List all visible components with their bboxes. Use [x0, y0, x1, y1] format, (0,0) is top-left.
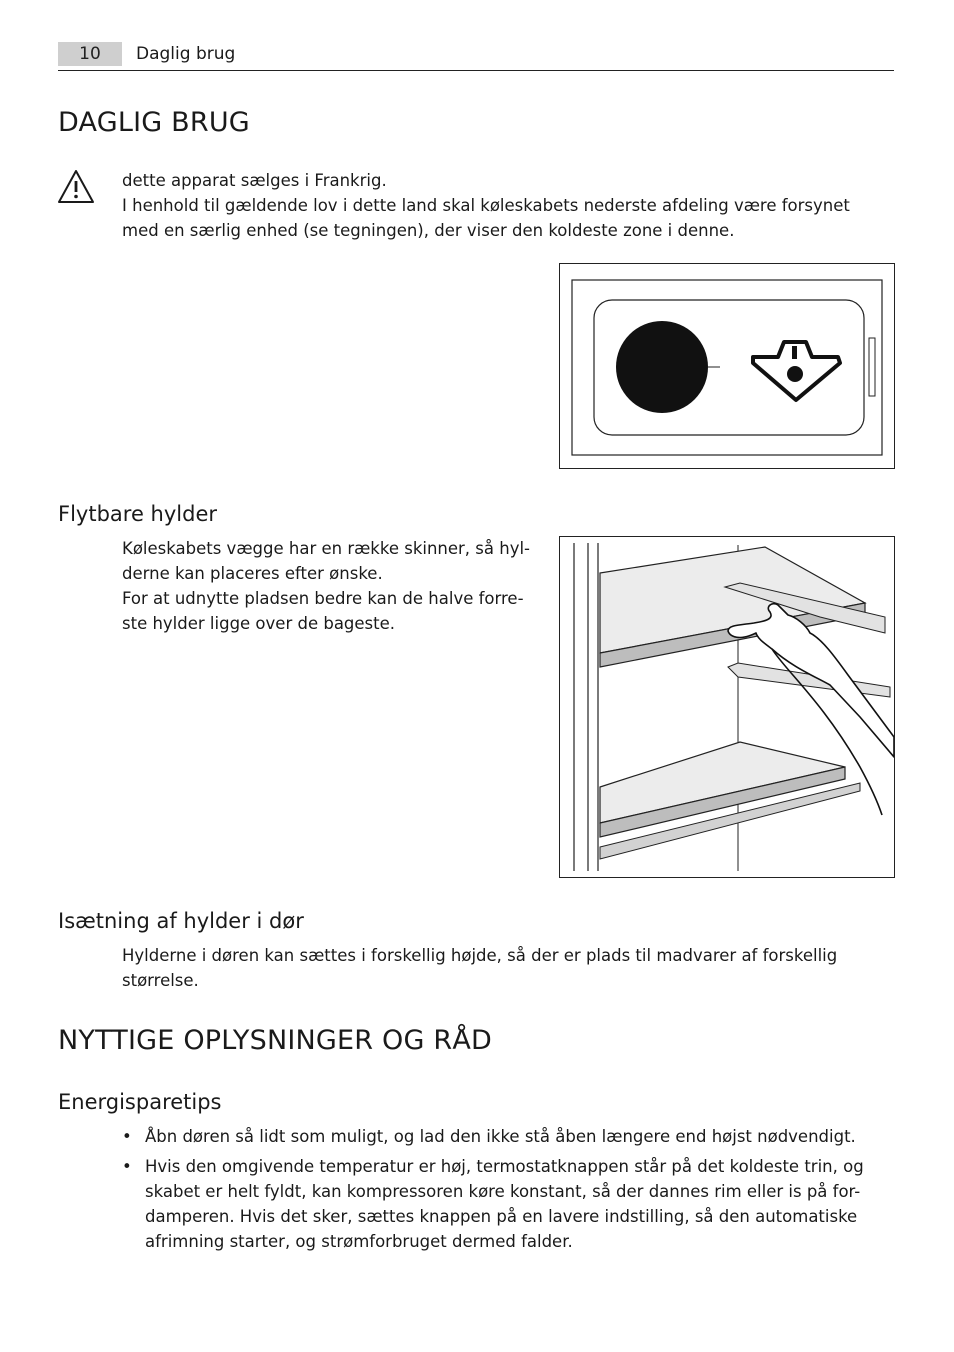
warning-line: dette apparat sælges i Frankrig. — [122, 171, 387, 190]
shelves-line: Køleskabets vægge har en række skinner, så hyl- — [122, 539, 531, 558]
warning-triangle-icon — [57, 168, 95, 206]
warning-line: I henhold til gældende lov i dette land skal køleskabets nederste afdeling være forsynet — [122, 196, 850, 215]
door-line: størrelse. — [122, 971, 199, 990]
shelves-figure — [559, 536, 895, 878]
section-title-nyttige-oplysninger: NYTTIGE OPLYSNINGER OG RÅD — [58, 1025, 493, 1056]
energy-tips — [122, 1124, 894, 1259]
tip-line: Hvis den omgivende temperatur er høj, termostatknappen står på det koldeste trin, og — [145, 1157, 864, 1176]
indicator-disc — [616, 321, 708, 413]
lower-shelf — [600, 742, 860, 859]
energy-tips-list — [122, 1124, 894, 1254]
header-rule — [58, 70, 894, 71]
shelves-line: derne kan placeres efter ønske. — [122, 564, 383, 583]
warning-line: med en særlig enhed (se tegningen), der viser den koldeste zone i denne. — [122, 221, 735, 240]
subsection-title-flytbare-hylder: Flytbare hylder — [58, 502, 217, 526]
tip-line: Åbn døren så lidt som muligt, og lad den ikke stå åben længere end højst nødvendigt. — [145, 1127, 856, 1146]
tip-line: afrimning starter, og strømforbruget dermed falder. — [145, 1232, 573, 1251]
shelves-text — [122, 536, 552, 636]
section-title-daglig-brug: DAGLIG BRUG — [58, 107, 250, 138]
list-item — [122, 1154, 894, 1254]
subsection-title-energisparetips: Energisparetips — [58, 1090, 222, 1114]
tip-line: damperen. Hvis det sker, sættes knappen på en lavere indstilling, så den automatiske — [145, 1207, 858, 1226]
shelves-line: For at udnytte pladsen bedre kan de halve forre- — [122, 589, 524, 608]
tip-line: skabet er helt fyldt, kan kompressoren køre konstant, så der dannes rim eller is på for- — [145, 1182, 861, 1201]
door-line: Hylderne i døren kan sættes i forskellig højde, så der er plads til madvarer af forskellig — [122, 946, 838, 965]
running-header: Daglig brug — [136, 44, 236, 64]
subsection-title-door-shelves: Isætning af hylder i dør — [58, 909, 304, 933]
bullet-icon: • — [122, 1127, 132, 1146]
cold-zone-figure — [559, 263, 895, 469]
cold-zone-indicator-icon — [753, 342, 840, 400]
shelves-line: ste hylder ligge over de bageste. — [122, 614, 396, 633]
warning-text — [122, 168, 892, 243]
page-number: 10 — [58, 42, 122, 66]
door-text — [122, 943, 892, 993]
list-item — [122, 1124, 894, 1149]
bullet-icon: • — [122, 1157, 132, 1176]
